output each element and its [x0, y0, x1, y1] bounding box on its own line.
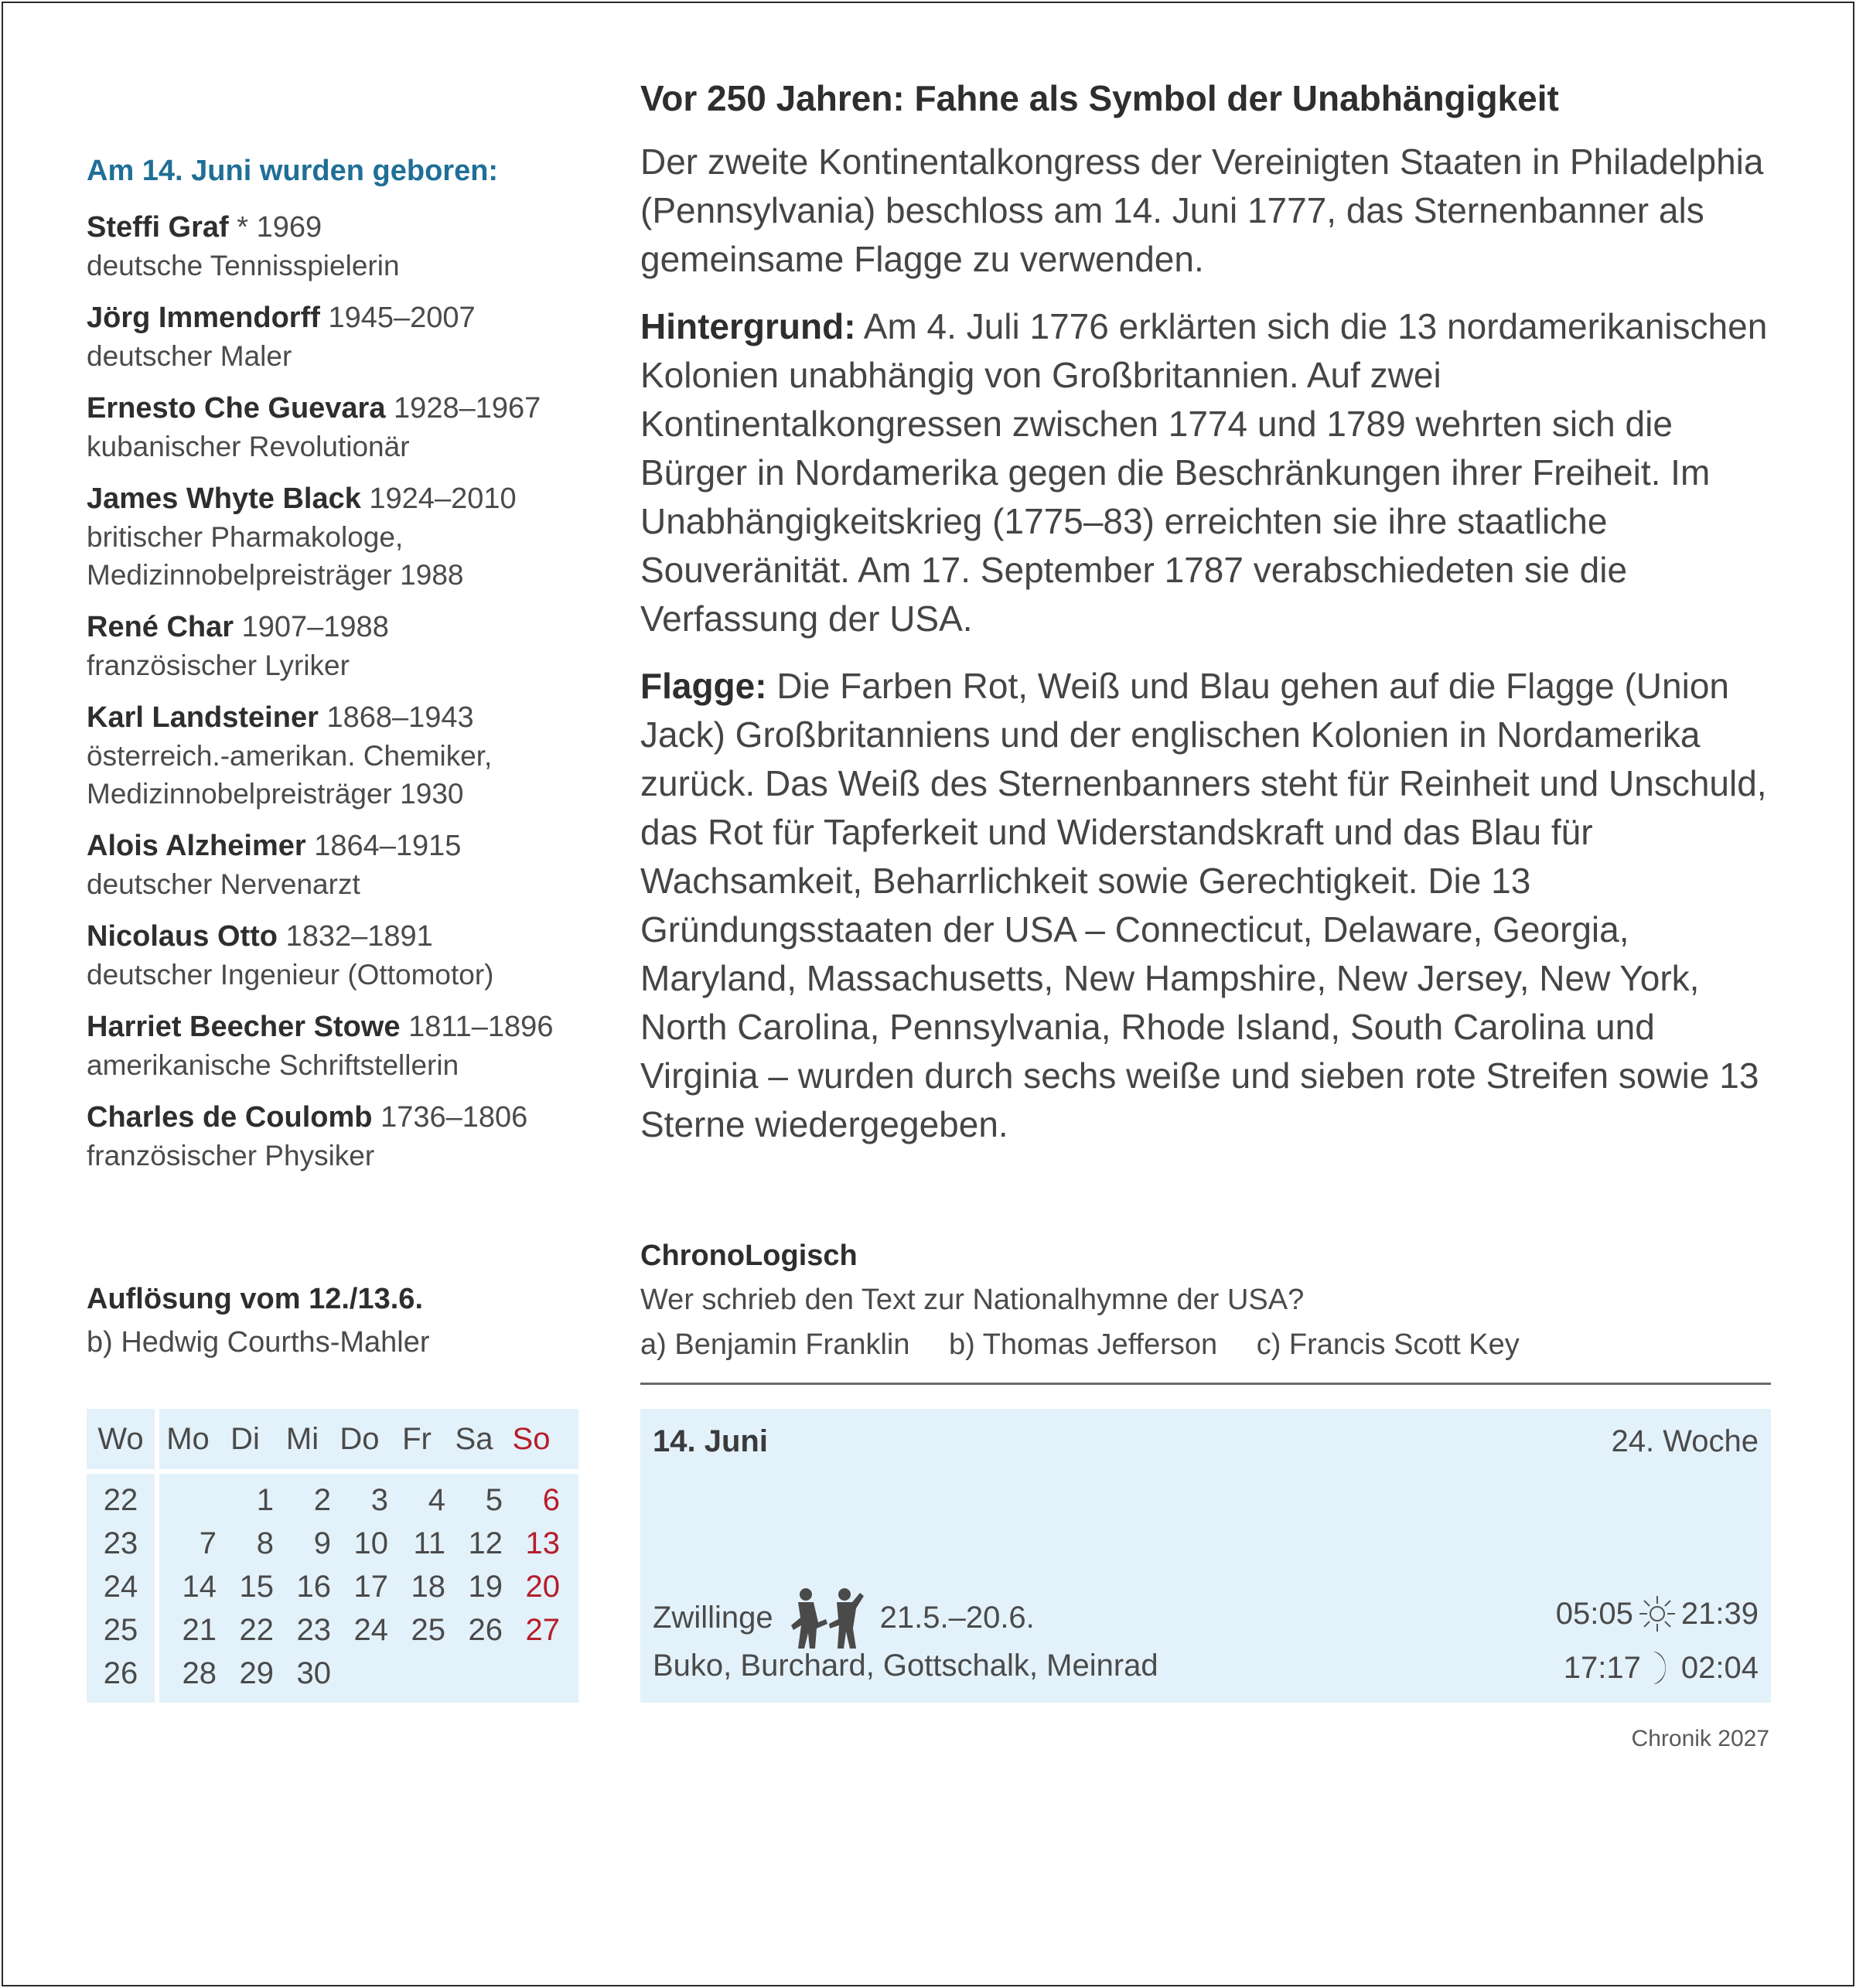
person-entry — [87, 608, 612, 684]
day-cell[interactable]: 6 — [542, 1482, 560, 1517]
person-header — [87, 298, 612, 337]
person-header — [87, 608, 612, 646]
article-section-flag — [640, 662, 1769, 1149]
person-entry — [87, 827, 612, 903]
day-grid — [159, 1409, 578, 1703]
sunrise-time: 05:05 — [1555, 1596, 1633, 1631]
person-entry — [87, 389, 612, 465]
quiz-option-a: a) Benjamin Franklin — [640, 1328, 910, 1361]
day-cell[interactable]: 29 — [239, 1656, 274, 1690]
gemini-twins-icon — [784, 1587, 869, 1649]
person-entry — [87, 1098, 612, 1175]
sun-times — [1556, 1594, 1759, 1633]
person-description: deutsche Tennisspielerin — [87, 250, 400, 281]
weekday-header: Fr — [402, 1421, 432, 1456]
day-cell[interactable]: 30 — [296, 1656, 331, 1690]
births-section — [87, 155, 612, 1188]
article-section-background — [640, 302, 1769, 643]
zodiac-name: Zwillinge — [653, 1600, 773, 1635]
calendar-week-row — [159, 1652, 578, 1695]
section-text: Die Farben Rot, Weiß und Blau gehen auf die Flagge (Union Jack) Großbritanniens und der englischen Kolonien in Nordamerika zurück. Das Weiß des Sternenbanners steht für Reinheit und Unschuld, das Rot für Tapferkeit und Widerstandskraft und das Blau für Wachsamkeit, Beharrlichkeit sowie Gerechtigkeit. Die 13 Gründungsstaaten der USA – Connecticut, Delaware, Georgia, Maryland, Massachusetts, New Hampshire, New Jersey, New York, North Carolina, Pennsylvania, Rhode Island, South Carolina und Virginia – wurden durch sechs weiße und sieben rote Streifen sowie 13 Sterne wiedergegeben. — [640, 666, 1767, 1144]
births-title: Am 14. Juni wurden geboren: — [87, 155, 499, 187]
day-cell[interactable]: 21 — [182, 1612, 217, 1647]
week-header: Wo — [97, 1421, 144, 1456]
moonrise-time: 17:17 — [1563, 1650, 1641, 1685]
article-intro: Der zweite Kontinentalkongress der Vereinigten Staaten in Philadelphia (Pennsylvania) beschloss am 14. Juni 1777, das Sternenbanner als gemeinsame Flagge zu verwenden. — [640, 142, 1764, 279]
person-years: 1868–1943 — [326, 701, 474, 734]
day-cell[interactable]: 4 — [428, 1482, 445, 1517]
day-cell[interactable]: 11 — [413, 1526, 445, 1560]
sunset-time: 21:39 — [1680, 1596, 1759, 1631]
births-list — [87, 208, 612, 1175]
footer-brand: Chronik 2027 — [1631, 1726, 1769, 1751]
person-name: Ernesto Che Guevara — [87, 392, 386, 425]
person-description: Medizinnobelpreisträger 1930 — [87, 778, 464, 810]
person-description: französischer Physiker — [87, 1140, 375, 1171]
person-name: James Whyte Black — [87, 483, 361, 515]
solution-title: Auflösung vom 12./13.6. — [87, 1283, 423, 1315]
person-description: britischer Pharmakologe, — [87, 521, 404, 553]
day-cell[interactable]: 17 — [353, 1569, 388, 1604]
day-info-box — [640, 1409, 1771, 1703]
person-header — [87, 389, 612, 428]
quiz-options — [640, 1322, 1551, 1367]
person-years: 1924–2010 — [369, 483, 517, 515]
day-cell[interactable]: 25 — [411, 1612, 445, 1647]
person-description: kubanischer Revolutionär — [87, 431, 410, 462]
day-cell[interactable]: 18 — [411, 1569, 445, 1604]
day-cell[interactable]: 13 — [525, 1526, 560, 1560]
week-number-cell: 22 — [103, 1482, 138, 1517]
person-description: deutscher Nervenarzt — [87, 868, 360, 900]
person-description: französischer Lyriker — [87, 650, 350, 681]
quiz-question: Wer schrieb den Text zur Nationalhymne der USA? — [640, 1284, 1305, 1316]
article-title: Vor 250 Jahren: Fahne als Symbol der Unabhängigkeit — [640, 78, 1559, 118]
calendar-week-row — [159, 1608, 578, 1652]
calendar-week-row — [159, 1478, 578, 1522]
week-number-cell: 23 — [103, 1526, 138, 1560]
person-header — [87, 1008, 612, 1046]
day-cell[interactable]: 28 — [182, 1656, 217, 1690]
day-cell[interactable]: 24 — [353, 1612, 388, 1647]
day-cell[interactable]: 5 — [485, 1482, 503, 1517]
person-entry — [87, 917, 612, 994]
person-header — [87, 698, 612, 737]
quiz — [640, 1234, 1551, 1367]
person-entry — [87, 298, 612, 375]
person-name: Nicolaus Otto — [87, 920, 278, 953]
day-cell[interactable]: 14 — [182, 1569, 217, 1604]
day-cell[interactable]: 27 — [525, 1612, 560, 1647]
day-cell[interactable]: 12 — [468, 1526, 503, 1560]
person-name: Jörg Immendorff — [87, 302, 320, 334]
week-number: 24. Woche — [1611, 1424, 1759, 1458]
moon-icon — [1646, 1649, 1677, 1687]
person-entry — [87, 479, 612, 594]
person-description: Medizinnobelpreisträger 1988 — [87, 559, 464, 591]
day-cell[interactable]: 7 — [199, 1526, 217, 1560]
day-cell[interactable]: 19 — [468, 1569, 503, 1604]
week-number-cell: 26 — [103, 1656, 138, 1690]
person-header — [87, 1098, 612, 1137]
zodiac — [653, 1587, 1035, 1649]
day-cell[interactable]: 16 — [296, 1569, 331, 1604]
day-cell[interactable]: 15 — [239, 1569, 274, 1604]
weekday-header: Do — [339, 1421, 380, 1456]
person-header — [87, 917, 612, 956]
day-cell[interactable]: 22 — [239, 1612, 274, 1647]
person-name: Karl Landsteiner — [87, 701, 319, 734]
quiz-option-c: c) Francis Scott Key — [1256, 1328, 1520, 1361]
quiz-option-b: b) Thomas Jefferson — [949, 1328, 1218, 1361]
day-cell[interactable]: 26 — [468, 1612, 503, 1647]
person-name: Charles de Coulomb — [87, 1101, 373, 1134]
person-name: Alois Alzheimer — [87, 830, 306, 862]
mini-calendar — [87, 1409, 578, 1703]
weekday-header: So — [512, 1421, 551, 1456]
section-text: Am 4. Juli 1776 erklärten sich die 13 nordamerikanischen Kolonien unabhängig von Großbritannien. Auf zwei Kontinentalkongressen zwischen 1774 und 1789 wehrten sich die Bürger in Nordamerika gegen die Beschränkungen ihrer Freiheit. Im Unabhängigkeitskrieg (1775–83) erreichten sie ihre staatliche Souveränität. Am 17. September 1787 verabschiedeten sie die Verfassung der USA. — [640, 306, 1768, 639]
person-years: 1736–1806 — [380, 1101, 528, 1134]
quiz-solution — [87, 1277, 430, 1364]
day-cell[interactable]: 9 — [313, 1526, 331, 1560]
person-name: Steffi Graf — [87, 211, 229, 244]
person-description: amerikanische Schriftstellerin — [87, 1049, 459, 1081]
week-number-column — [87, 1409, 155, 1703]
person-years: 1832–1891 — [285, 920, 433, 953]
solution-text: b) Hedwig Courths-Mahler — [87, 1326, 430, 1359]
day-cell[interactable]: 1 — [256, 1482, 274, 1517]
calendar-week-row — [159, 1565, 578, 1608]
weekday-header: Mi — [285, 1421, 319, 1456]
quiz-title: ChronoLogisch — [640, 1240, 858, 1272]
person-years: 1945–2007 — [328, 302, 476, 334]
person-header — [87, 479, 612, 518]
weekday-header: Sa — [455, 1421, 493, 1456]
person-name: Harriet Beecher Stowe — [87, 1011, 401, 1043]
person-description: deutscher Maler — [87, 340, 292, 372]
person-years: 1864–1915 — [314, 830, 462, 862]
person-years: * 1969 — [237, 211, 322, 244]
person-years: 1811–1896 — [408, 1011, 554, 1043]
section-lead: Flagge: — [640, 666, 767, 706]
zodiac-range: 21.5.–20.6. — [879, 1600, 1035, 1635]
person-entry — [87, 1008, 612, 1084]
moon-times — [1564, 1649, 1759, 1687]
person-header — [87, 827, 612, 865]
person-description: österreich.-amerikan. Chemiker, — [87, 740, 493, 772]
person-header — [87, 208, 612, 247]
day-cell[interactable]: 23 — [296, 1612, 331, 1647]
day-cell[interactable]: 3 — [370, 1482, 388, 1517]
person-description: deutscher Ingenieur (Ottomotor) — [87, 959, 494, 991]
calendar-week-row — [159, 1522, 578, 1565]
week-number-cell: 24 — [103, 1569, 138, 1604]
person-name: René Char — [87, 611, 234, 643]
article — [640, 77, 1769, 1168]
week-number-cell: 25 — [103, 1612, 138, 1647]
day-cell[interactable]: 10 — [353, 1526, 388, 1560]
section-lead: Hintergrund: — [640, 306, 856, 346]
weekday-header: Mo — [166, 1421, 210, 1456]
person-entry — [87, 698, 612, 813]
sun-icon — [1638, 1594, 1677, 1633]
person-years: 1907–1988 — [241, 611, 389, 643]
moonset-time: 02:04 — [1680, 1650, 1759, 1685]
day-date: 14. Juni — [653, 1424, 768, 1458]
name-days: Buko, Burchard, Gottschalk, Meinrad — [653, 1649, 1158, 1683]
person-years: 1928–1967 — [394, 392, 541, 425]
divider — [640, 1383, 1771, 1385]
day-cell[interactable]: 8 — [256, 1526, 274, 1560]
weekday-header: Di — [230, 1421, 260, 1456]
day-cell[interactable]: 20 — [525, 1569, 560, 1604]
person-entry — [87, 208, 612, 285]
day-cell[interactable]: 2 — [313, 1482, 331, 1517]
